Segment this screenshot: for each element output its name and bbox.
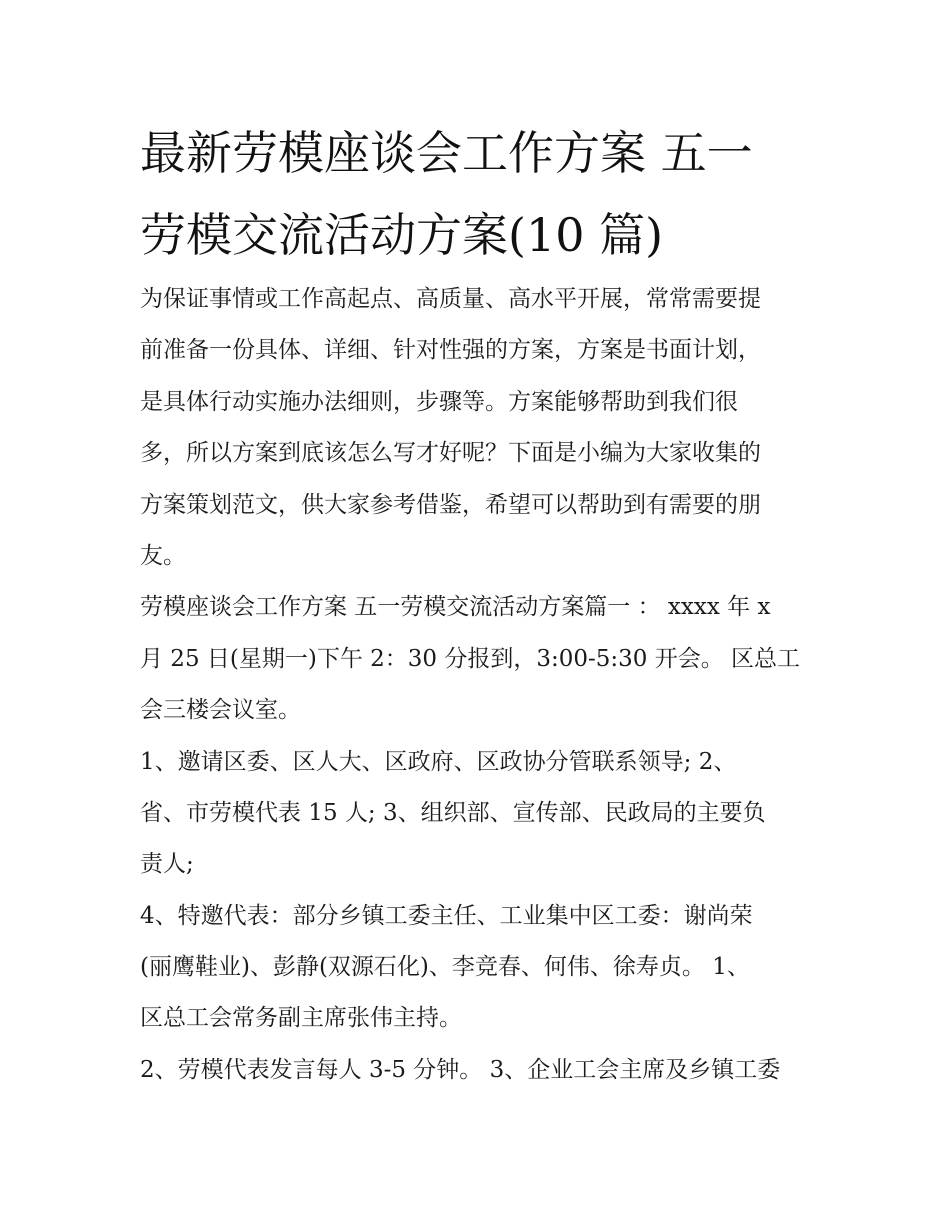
body-line: 是具体行动实施办法细则，步骤等。方案能够帮助到我们很 xyxy=(140,388,738,415)
body-line: 多，所以方案到底该怎么写才好呢？下面是小编为大家收集的 xyxy=(140,440,761,467)
title-line: 最新劳模座谈会工作方案 五一 xyxy=(140,126,753,180)
body-line: 友。 xyxy=(140,542,186,569)
body-line: 4、特邀代表：部分乡镇工委主任、工业集中区工委：谢尚荣 xyxy=(140,902,753,929)
body-line: 责人; xyxy=(140,851,194,878)
body-line: 省、市劳模代表 15 人; 3、组织部、宣传部、民政局的主要负 xyxy=(140,799,766,826)
body-line: 会三楼会议室。 xyxy=(140,697,301,724)
body-line: 为保证事情或工作高起点、高质量、高水平开展，常常需要提 xyxy=(140,286,761,312)
document-title xyxy=(140,112,820,276)
body-line: 2、劳模代表发言每人 3-5 分钟。 3、企业工会主席及乡镇工委 xyxy=(140,1056,781,1083)
body-line: 区总工会常务副主席张伟主持。 xyxy=(140,1005,462,1032)
body-line: 1、邀请区委、区人大、区政府、区政协分管联系领导; 2、 xyxy=(140,748,737,775)
body-line: 前准备一份具体、详细、针对性强的方案，方案是书面计划， xyxy=(140,337,761,364)
body-line: 劳模座谈会工作方案 五一劳模交流活动方案篇一 ： xxxx 年 x xyxy=(140,594,771,621)
document-body xyxy=(140,274,830,1096)
body-line: 方案策划范文，供大家参考借鉴，希望可以帮助到有需要的朋 xyxy=(140,491,761,518)
title-line: 劳模交流活动方案(10 篇) xyxy=(140,208,664,262)
body-line: 月 25 日(星期一)下午 2：30 分报到，3:00-5:30 开会。 区总工 xyxy=(140,645,801,672)
body-line: (丽鹰鞋业)、彭静(双源石化)、李竞春、何伟、徐寿贞。 1、 xyxy=(140,954,750,981)
